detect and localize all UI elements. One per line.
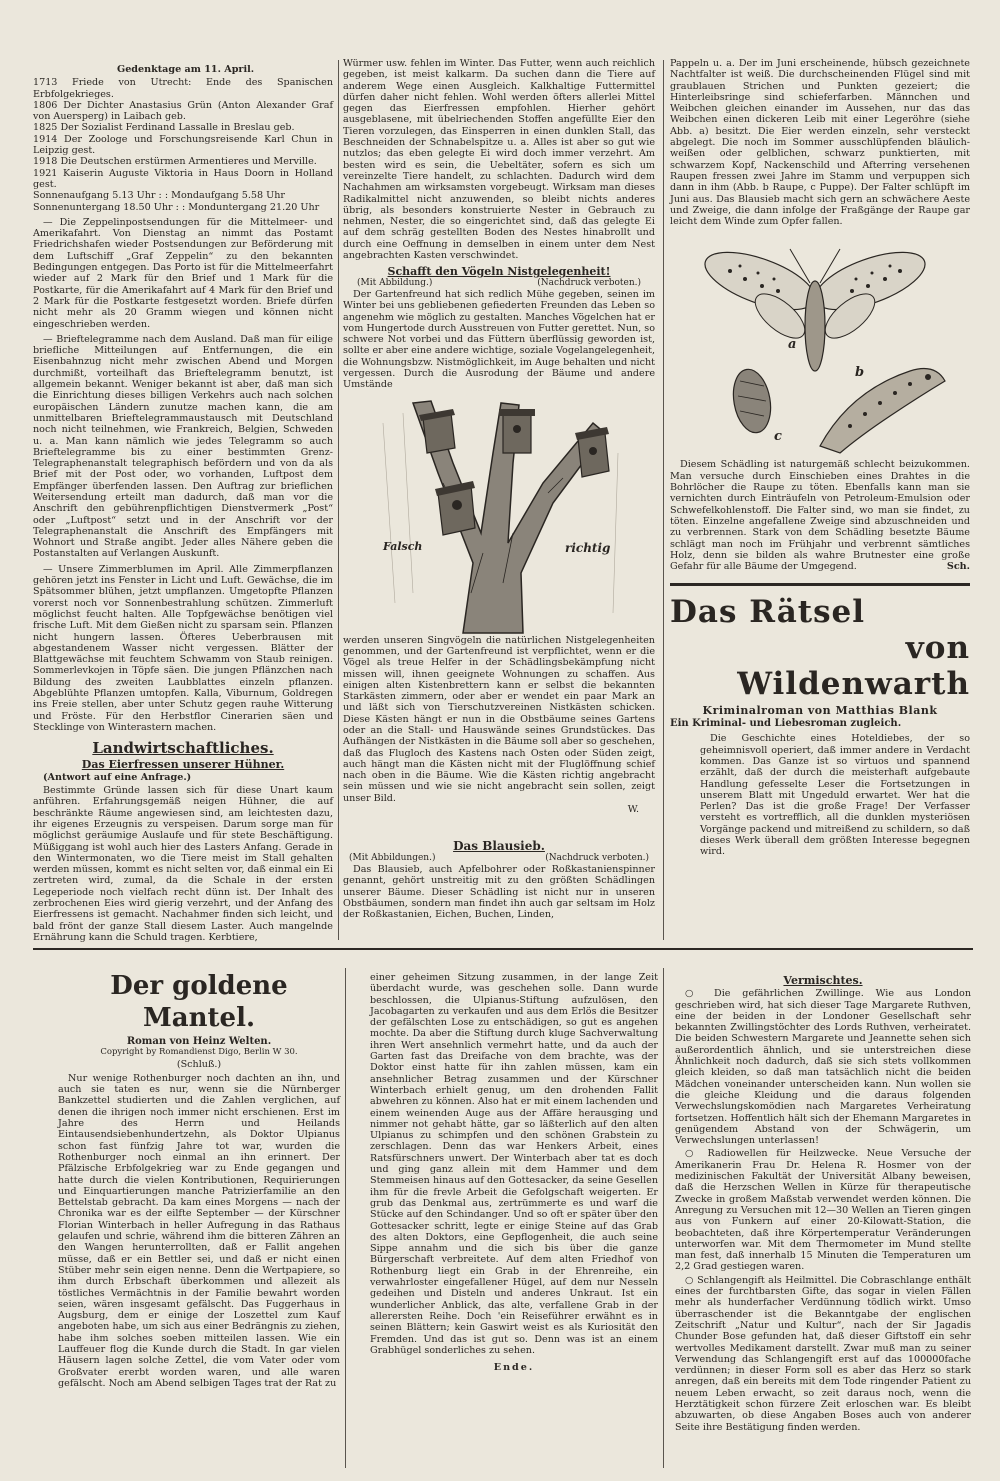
moth-drawing	[670, 231, 970, 457]
gedenktag-item: 1914 Der Zoologe und Forschungsreisende Karl Chun in Leipzig gest.	[33, 133, 333, 157]
zeppelin-article: — Die Zeppelinpostsendungen für die Mittelmeer- und Amerikafahrt. Von Dienstag an nimmt das Postamt Friedrichshafen wieder Postsendungen zur Beförderung mit dem Luftschiff „Graf Zeppelin“ zu den bekannten Bedingungen entgegen. Das Porto ist für die Mittelmeerfahrt wieder auf 2 Mark für den Brief und 1 Mark für die Postkarte, für die Amerikafahrt auf 4 Mark für den Brief und 2 Mark für die Postkarte festgesetzt worden. Briefe dürfen nicht mehr als 20 Gramm wiegen und können nicht eingeschrieben werden.	[33, 216, 333, 330]
gedenktag-item: 1713 Friede von Utrecht: Ende des Spanischen Erbfolgekrieges.	[33, 77, 333, 100]
blausieb-signature: Sch.	[946, 561, 970, 573]
zwillinge-article: ○ Die gefährlichen Zwillinge. Wie aus London geschrieben wird, hat sich dieser Tage Margarete Ruthven, eine der beiden in der Londoner Gesellschaft sehr bekannten Zwillingstöchter des Lords Ruthven, verheiratet. Die beiden Schwestern Margarete und Jeannette sehen sich außerordentlich ähnlich, und sie unterstreichen diese Ähnlichkeit noch dadurch, daß sie sich stets vollkommen gleich kleiden, so daß man tatsächlich nicht die beiden Mädchen voneinander unterscheiden kann. Nun wollen sie die gleiche Kleidung und die daraus folgenden Verwechslungskomödien nach Margaretes Verheiratung fortsetzen. Hoffentlich hält sich der Ehemann Margaretes in genügendem Abstand von der Schwägerin, um Verwechslungen unterlassen!	[675, 988, 971, 1147]
zimmerblumen-article: — Unsere Zimmerblumen im April. Alle Zimmerpflanzen gehören jetzt ins Fenster in Licht und Luft. Gewächse, die im Spätsommer blühen, jetzt umpflanzen. Umgetopfte Pflanzen vorerst noch vor Sonnenbestrahlung schützen. Zimmerluft möglichst feucht halten. Alle Topfgewächse benötigen viel frische Luft. Mit dem Gießen nicht zu sparsam sein. Pflanzen nicht hungern lassen. Öfteres Ueberbrausen mit abgestandenem Wasser nicht vergessen. Blätter der Blattgewächse mit feuchtem Schwamm von Staub reinigen. Sommerlevkojen in Töpfe säen. Die jungen Pflänzchen nach Bildung des zweiten Laubblattes einzeln pflanzen. Abgeblühte Pflanzen umtopfen. Kalla, Viburnum, Goldregen ins Freie stellen, aber unter Schutz gegen rauhe Witterung und Fröste. Für den Herbstflor Cinerarien säen und Stecklinge von Winterastern machen.	[33, 563, 333, 733]
voegel-title: Schafft den Vögeln Nistgelegenheit!	[387, 265, 611, 279]
blausieb-src-left: (Mit Abbildungen.)	[349, 852, 436, 863]
blausieb-src-right: (Nachdruck verboten.)	[545, 852, 649, 863]
pupa-c	[729, 367, 776, 436]
voegel-source-row	[343, 278, 655, 289]
eier-title: Das Eierfressen unserer Hühner.	[81, 757, 285, 771]
label-b: b	[855, 365, 865, 381]
blausieb-continuation: Pappeln u. a. Der im Juni erscheinende, hübsch gezeichnete Nachtfalter ist weiß. Die durchscheinenden Flügel sind mit graublauen Strichen und Punkten gezeiert; die Hinterleibsringe sind schieferfarben. Männchen und Weibchen gleichen einander im Aussehen, nur das das Weibchen einen dickeren Leib mit einer Legeröhre (siehe Abb. a) besitzt. Die Eier werden einzeln, sehr versteckt abgelegt. Die noch im Sommer ausschlüpfenden bläulich-weißen oder gelblichen, schwarz punktierten, mit schwarzem Kopf, Nackenschild und Afterring versehenen Raupen fressen zwei Jahre im Stamm und verpuppen sich dann in ihm (Abb. b Raupe, c Puppe). Der Falter schlüpft im Juni aus. Das Blausieb macht sich gern an schwächere Aeste und Zweige, die dann infolge der Fraßgänge der Raupe gar leicht dem Winde zum Opfer fallen.	[670, 58, 970, 228]
column-divider	[663, 60, 664, 940]
blausieb-article: Das Blausieb, auch Apfelbohrer oder Roßkastanienspinner genannt, gehört unstreitig mit zu den größten Schädlingen unserer Bäume. Dieser Schädling ist nicht nur in unseren Obstbäumen, sondern man findet ihn auch gar seltsam im Holz der Roßkastanien, Eichen, Buchen, Linden,	[343, 863, 655, 921]
sunrise-line: Sonnenaufgang 5.13 Uhr : : Mondaufgang 5.58 Uhr	[33, 190, 285, 202]
radiowellen-article: ○ Radiowellen für Heilzwecke. Neue Versuche der Amerikanerin Frau Dr. Helena R. Hosmer von der medizinischen Fakultät der Universität Albany beweisen, daß die Herzschen Wellen in Kürze für therapeutische Zwecke in großem Maßstab verwendet werden können. Die Anregung zu Versuchen mit 12—30 Wellen an Tieren gingen aus von Funkern auf einer 20-Kilowatt-Station, die beobachteten, daß ihre Körpertemperatur Veränderungen unterworfen war. Mit dem Thermometer im Mund stellte man fest, daß innerhalb 15 Minuten die Temperaturen um 2,2 Grad gestiegen waren.	[675, 1148, 971, 1273]
gedenktag-item: 1825 Der Sozialist Ferdinand Lassalle in Breslau geb.	[33, 122, 295, 134]
nestbox-falsch-2	[435, 481, 475, 535]
raetsel-ad	[670, 583, 970, 858]
blausieb-measures: Diesem Schädling ist naturgemäß schlecht beizukommen. Man versuche durch Einschieben eines Drahtes in die Bohrlöcher die Raupe zu töten. Ebenfalls kann man sie vernichten durch Einträufeln von Petroleum-Emulsion oder Schwefelkohlenstoff. Die Falter sind, wo man sie findet, zu töten. Einzelne angefallene Zweige sind abzuschneiden und zu verbrennen. Stark von dem Schädling besetzte Bäume schlägt man noch im Frühjahr und verbrennt sämtliches Holz, denn sie bilden als wahre Brutnester eine große Gefahr für alle Bäume der Umgegend.	[670, 459, 970, 573]
raetsel-title-1: Das Rätsel	[670, 593, 866, 630]
gedenktag-item: 1918 Die Deutschen erstürmen Armentieres und Merville.	[33, 156, 317, 168]
novel-ende: Ende.	[493, 1362, 535, 1374]
raetsel-subtitle: Ein Kriminal- und Liebesroman zugleich.	[670, 718, 902, 730]
blausieb-title: Das Blausieb.	[453, 839, 545, 854]
blausieb-source-row	[343, 853, 655, 864]
eier-article: Bestimmte Gründe lassen sich für diese Unart kaum anführen. Erfahrungsgemäß neigen Hühner, die auf beschränkte Räume angewiesen sind, am leichtesten dazu, ihr eigenes Erzeugnis zu verspeisen. Darum sorge man für möglichst geräumige Auslaufe und für stete Beschäftigung. Müßiggang ist wohl auch hier des Lasters Anfang. Gerade in den Wintermonaten, wo die Tiere meist im Stall gehalten werden müssen, kommt es nicht selten vor, daß einmal ein Ei zertreten wird, zumal, da die Schale in der ersten Legeperiode noch vielfach recht dünn ist. Der Inhalt des zerbrochenen Eies wird gierig verzehrt, und der Anfang des Eierfressens ist gemacht. Nachahmer finden sich leicht, und bald frönt der ganze Stall diesem Laster. Auch mangelnde Ernährung kann die Schuld tragen. Kerbtiere,	[33, 785, 333, 943]
voegel-article-part1: Der Gartenfreund hat sich redlich Mühe gegeben, seinen im Winter bei uns gebliebenen gefiederten Freunden das Leben so angenehm wie möglich zu gestalten. Manches Vögelchen hat er vom Hungertode durch Ausstreuen von Futter gerettet. Nun, so schwere Not vorbei und das Füttern überflüssig geworden ist, sollte er aber eine andere wichtige, soziale Vogelangelegenheit, die Wohnungsbzw. Nistmöglichkeit, im Auge behalten und nicht vergessen. Durch die Ausrodung der Bäume und andere Umstände	[343, 288, 655, 391]
raetsel-author: Kriminalroman von Matthias Blank	[702, 703, 938, 717]
caterpillar-b	[820, 365, 945, 453]
novel-copyright: Copyright by Romandienst Digo, Berlin W 30.	[100, 1047, 298, 1058]
eier-subtitle: (Antwort auf eine Anfrage.)	[43, 771, 192, 783]
voegel-article-part2: werden unseren Singvögeln die natürlichen Nistgelegenheiten genommen, und der Gartenfreund ist verpflichtet, wenn er die Vögel als treue Helfer in der Schädlingsbekämpfung nicht missen will, ihnen geeignete Wohnungen zu schaffen. Aus einigen alten Kistenbrettern kann er selbst die bekannten Starkästen zimmern, oder aber er wendet ein paar Mark an und läßt sich von Tierschutzvereinen Nistkästen schicken. Diese Kästen hängt er nun in die Obstbäume seines Gartens oder an die Stall- und Hauswände seines Grundstückes. Das Aufhängen der Nistkästen in die Bäume soll aber so geschehen, daß das Flugloch des Kastens nach Osten oder Süden zeigt, auch hängt man die Kästen nicht mit der Fluglöffnung schief nach oben in die Bäume. Wie die Kästen richtig angebracht sein müssen und wie sie nicht angebracht sein sollen, zeigt unser Bild.	[343, 634, 655, 804]
column-divider	[345, 968, 346, 1468]
novel-text-part1: Nur wenige Rothenburger noch dachten an ihn, und auch sie taten es nur, wenn sie die Nürnberger Bankzettel studierten und die Zahlen verglichen, auf denen die ihrigen noch immer nicht erschienen. Erst im Jahre des Herrn und Heilands Eintausendsiebenhundertzehn, als Doktor Ulpianus schon fast fünfzig Jahre tot war, wurden die Rothenburger noch einmal an ihn erinnert. Der Pfälzische Erbfolgekrieg war zu Ende gegangen und hatte durch die vielen Kontributionen, Requirierungen und Einquartierungen manche Patrizierfamilie an den Bettelstab gebracht. Da kam eines Morgens — nach der Chronika war es der eilfte September — der Kürschner Florian Winterbach in heller Aufregung in das Rathaus gelaufen und schrie, während ihm die bitteren Zähren an den Wangen herunterrollten, daß er Fallit angehen müsse, daß er ein Bettler sei, und daß er nicht einen Stüber mehr sein eigen nenne. Denn die Wertpapiere, so ihm durch Erbschaft überkommen und allezeit als töstliches Vermächtnis in der Familie bewahrt worden seien, wären insgesamt gefälscht. Das Fuggerhaus in Augsburg, dem er einige der Loszettel zum Kauf angeboten habe, um sich aus einer Bedrängnis zu ziehen, habe ihm solches soeben mitteilen lassen. Wie ein Lauffeuer flog die Kunde durch die Stadt. In gar vielen Häusern lagen solche Zettel, die vom Vater oder vom Großvater ererbt worden waren, und alle waren gefälscht. Noch am Abend selbigen Tages trat der Rat zu	[58, 1072, 340, 1389]
moth-illustration	[670, 231, 970, 457]
label-richtig: richtig	[565, 540, 611, 555]
column-divider	[338, 60, 339, 940]
label-falsch: Falsch	[383, 539, 423, 553]
novel-title: Der goldene Mantel.	[110, 971, 288, 1033]
moth-a	[698, 241, 932, 372]
column-3	[670, 58, 970, 938]
label-a: a	[788, 337, 797, 353]
voegel-signature: W.	[627, 804, 639, 816]
column-divider	[663, 968, 664, 1468]
nestbox-falsch-1	[419, 409, 455, 453]
voegel-src-right: (Nachdruck verboten.)	[537, 277, 641, 288]
bottom-column-1	[58, 970, 340, 1470]
section-separator	[33, 948, 973, 950]
gedenktag-item: 1921 Kaiserin Auguste Viktoria in Haus Doorn in Holland gest.	[33, 167, 333, 190]
novel-schluss: (Schluß.)	[176, 1058, 222, 1070]
sunset-line: Sonnenuntergang 18.50 Uhr : : Monduntergang 21.20 Uhr	[33, 201, 320, 213]
bottom-column-2	[370, 972, 658, 1472]
gedenktage-section	[33, 64, 333, 213]
schlangengift-article: ○ Schlangengift als Heilmittel. Die Cobraschlange enthält eines der furchtbarsten Gifte, das sogar in vielen Fällen mehr als hunderfacher Verdünnung tödlich wirkt. Umso überraschender ist die Bekanntgabe der englischen Zeitschrift „Natur und Kultur“, nach der Sir Jagadis Chunder Bose gefunden hat, daß dieser Giftstoff ein sehr wertvolles Medikament darstellt. Zwar muß man zu seiner Verwendung das Schlangengift erst auf das 100000fache verdünnen; in dieser Form soll es aber das Herz so stark anregen, daß ein bereits mit dem Tode ringender Patient zu neuem Leben erwacht, so zeit daraus noch, wenn die Herztätigkeit schon fürzere Zeit erloschen war. Es bleibt abzuwarten, ob diese Angaben Boses auch von anderer Seite ihre Bestätigung finden werden.	[675, 1274, 971, 1433]
voegel-src-left: (Mit Abbildung.)	[357, 277, 433, 288]
nestbox-illustration	[343, 393, 655, 633]
novel-text-part2: einer geheimen Sitzung zusammen, in der lange Zeit überdacht wurde, was geschehen solle. Dann wurde beschlossen, die Ulpianus-Stiftung aufzulösen, den Jacobagarten zu verkaufen und aus dem Erlös die Besitzer der gefälschten Lose zu entschädigen, so gut es angehen mochte. Da aber die Stiftung durch kluge Sachverwaltung ihren Wert ansehnlich vermehrt hatte, und da auch der Garten fast das Dreifache von dem brachte, was der Doktor einst hatte für ihn zahlen müssen, kam ein ansehnlicher Betrag zusammen und der Kürschner Winterbach erhielt genug, um den drohenden Fallit abwehren zu können. Also hat er mit einem lachenden und einem weinenden Auge aus der Affäre herausging und nimmer not gehabt hätte, gar so läßterlich auf den alten Ulpianus zu schimpfen und den schönen Grabstein zu zerschlagen. Denn das war Henkers Arbeit, eines Ratsfürschners unwert. Der Winterbach aber tat es doch und ging ganz allein mit dem Hammer und dem Stemmeisen hinaus auf den Gottesacker, da seine Gesellen ihm für die frevle Arbeit die Gefolgschaft weigerten. Er grub das Denkmal aus, zertrümmerte es und warf die Stücke auf den Schindanger. Und so oft er später über den Gottesacker schritt, legte er einige Steine auf das Grab des alten Doktors, eine Gepflogenheit, die auch seine Sippe annahm und die sich bis über die ganze Bürgerschaft verbreitete. Auf dem alten Friedhof von Rothenburg liegt ein Grab in der Ehrenreihe, ein verwahrloster eingefallener Hügel, auf dem nur Nesseln gedeihen und Disteln und anderes Unkraut. Ist ein wunderlicher Anblick, das alte, verfallene Grab in der allerersten Reihe. Doch 'ein Reiseführer erwähnt es in seinen Blättern; kein Gaswirt weist es als Kuriosität den Fremden. Und das ist gut so. Denn was ist an einem Grabhügel sonderliches zu sehen.	[370, 972, 658, 1356]
gedenktag-item: 1806 Der Dichter Anastasius Grün (Anton Alexander Graf von Auersperg) in Laibach geb.	[33, 99, 333, 123]
nestbox-richtig-1	[499, 409, 535, 453]
brieftelegramme-article: — Brieftelegramme nach dem Ausland. Daß man für eilige briefliche Mitteilungen auf Entfernungen, die ein Eisenbahnzug nicht mehr zwischen Abend und Morgen durchmißt, vorteilhaft das Brieftelegramm benutzt, ist allgemein bekannt. Weniger bekannt ist aber, daß man sich die Einrichtung dieses billigen Verkehrs auch nach solchen europäischen Ländern zunutze machen kann, die am unmittelbaren Brieftelegrammaustausch mit Deutschland noch nicht teilnehmen, wie Frankreich, Belgien, Schweden u. a. Man kann nämlich wie jedes Telegramm so auch Brieftelegramme bis zu einer bestimmten Grenz-Telegraphenanstalt telegraphisch befördern und von da als Brief mit der Post oder, wo vorhanden, Luftpost dem Empfänger überfenden lassen. Den Auftrag zur brieflichen Weitersendung erteilt man dadurch, daß man vor die Anschrift den gebührenpflichtigen Dienstvermerk „Post“ oder „Luftpost“ setzt und in der Anschrift vor der Telegraphenanstalt die Anschrift des Empfängers mit Wohnort und Straße angibt. Jeder alles Nähere geben die Postanstalten auf Verlangen Auskunft.	[33, 333, 333, 560]
column-1	[33, 62, 333, 943]
novel-author: Roman von Heinz Welten.	[126, 1036, 272, 1047]
raetsel-title-2: von Wildenwarth	[737, 629, 970, 702]
nestbox-richtig-2	[575, 427, 609, 477]
eier-continuation: Würmer usw. fehlen im Winter. Das Futter, wenn auch reichlich gegeben, ist meist kalkarm. Da suchen dann die Tiere auf anderem Wege einen Ausgleich. Kalkhaltige Futtermittel dürfen daher nicht fehlen. Wohl werden öfters allerlei Mittel gegen das Eierfressen empfohlen. Hierher gehört ausgeblasene, mit übelriechenden Stoffen angefüllte Eier den Tieren vorzulegen, das Einsperren in einen dunklen Stall, das Beschneiden der Schnabelspitze u. a. Alles ist aber so gut wie nutzlos; das eben gelegte Ei wird doch immer verzehrt. Am besten wird es sein, die Uebeltäter, sofern es sich um vereinzelte Tiere handelt, zu schlachten. Dadurch wird dem Nachahmen am wirksamsten vorgebeugt. Wirksam man dieses Radikalmittel nicht anzuwenden, so bleibt nichts anderes übrig, als besonders konstruierte Nester in Gebrauch zu nehmen, Nester, die so eingerichtet sind, daß das gelegte Ei auf dem schräg gestellten Boden des Nestes hinabrollt und durch eine Oeffnung in demselben in einem unter dem Nest angebrachten Kasten verschwindet.	[343, 58, 655, 262]
raetsel-text: Die Geschichte eines Hoteldiebes, der so geheimnisvoll operiert, daß immer andere in Verdacht kommen. Das Ganze ist so virtuos und spannend erzählt, daß der durch die meisterhaft aufgebaute Handlung gefesselte Leser die Fortsetzungen in unserem Blatt mit Ungeduld erwartet. Wer hat die Perlen? Das ist die große Frage! Der Verfasser versteht es vortrefflich, all die dunklen mysteriösen Vorgänge packend und mitreißend zu schildern, so daß dieses Werk überall dem größten Interesse begegnen wird.	[700, 733, 970, 858]
vermischtes-title: Vermischtes.	[783, 974, 863, 987]
nestbox-drawing	[343, 393, 655, 633]
gedenktage-title: Gedenktage am 11. April.	[117, 64, 255, 75]
column-2	[343, 58, 655, 938]
label-c: c	[774, 429, 782, 445]
bottom-column-3	[675, 975, 971, 1471]
landw-title: Landwirtschaftliches.	[92, 739, 274, 758]
